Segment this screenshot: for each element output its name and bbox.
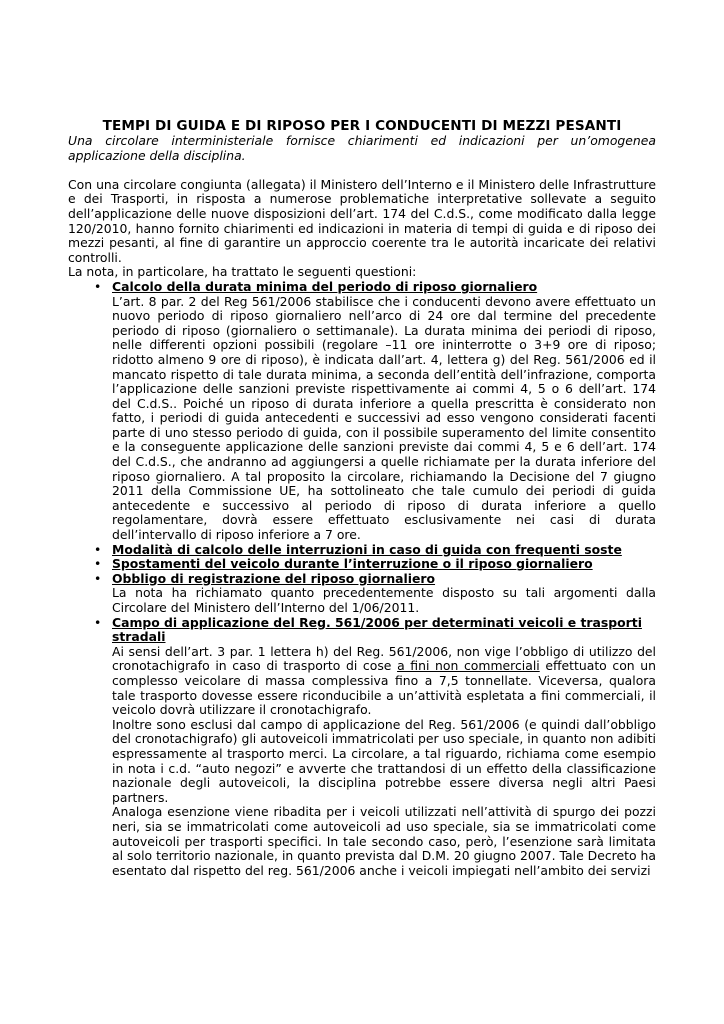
item-body-text: effettuato con un complesso veicolare di massa complessiva fino a 7,5 tonnellate. Viceversa, qualora tale trasporto dovesse essere riconducibile a un’attività espletata a fini commerciali, il veicolo dovrà utilizzare il cronotachigrafo.: [112, 658, 657, 718]
item-body: Inoltre sono esclusi dal campo di applicazione del Reg. 561/2006 (e quindi dall’obbligo del cronotachigrafo) gli autoveicoli immatricolati per uso speciale, in quanto non adibiti espressamente al trasporto merci. La circolare, a tal riguardo, richiama come esempio in nota i c.d. “auto negozi” e avverte che trattandosi di un effetto della classificazione nazionale degli autoveicoli, la disciplina potrebbe essere diversa negli altri Paesi partners.: [112, 716, 656, 805]
item-body: L’art. 8 par. 2 del Reg 561/2006 stabilisce che i conducenti devono avere effettuato un nuovo periodo di riposo giornaliero nell’arco di 24 ore dal termine del precedente periodo di riposo (giornaliero o settimanale). La durata minima dei periodi di riposo, nelle differenti opzioni possibili (regolare –11 ore ininterrotte o 3+9 ore di riposo; ridotto almeno 9 ore di riposo), è indicata dall’art. 4, lettera g) del Reg. 561/2006 ed il mancato rispetto di tale durata minima, a seconda dell’entità dell’infrazione, comporta l’applicazione delle sanzioni previste rispettivamente ai commi 4, 5 o 6 dell’art. 174 del C.d.S.. Poiché un riposo di durata inferiore a quella prescritta è considerato non fatto, i periodi di guida antecedenti e successivi ad esso vengono considerati facenti parte di uno stesso periodo di guida, con il possibile superamento del limite consentito e la conseguente applicazione delle sanzioni previste dai commi 4, 5 e 6 dell’art. 174 del C.d.S., che andranno ad aggiungersi a quelle richiamate per la durata inferiore del riposo giornaliero. A tal proposito la circolare, richiamando la Decisione del 7 giugno 2011 della Commissione UE, ha sottolineato che tale cumulo dei periodi di guida antecedente e successivo al periodo di riposo di durata inferiore a quello regolamentare, dovrà essere effettuato esclusivamente nei casi di durata dell’intervallo di riposo inferiore a 7 ore.: [112, 293, 656, 543]
underlined-phrase: a fini non commerciali: [397, 658, 540, 674]
intro-paragraph: Con una circolare congiunta (allegata) il Ministero dell’Interno e il Ministero delle Infrastrutture e dei Trasporti, in risposta a numerose problematiche interpretative sollevate a seguito dell’applicazione delle nuove disposizioni dell’art. 174 del C.d.S., come modificato dalla legge 120/2010, hanno fornito chiarimenti ed indicazioni in materia di tempi di guida e di riposo dei mezzi pesanti, al fine di garantire un approccio coerente tra le autorità incaricate dei relativi controlli.: [68, 176, 656, 265]
item-title: • Obbligo di registrazione del riposo giornaliero: [112, 570, 436, 586]
item-body: [112, 645, 656, 718]
item-title: • Modalità di calcolo delle interruzioni in caso di guida con frequenti soste: [112, 541, 622, 557]
list-item: [68, 572, 656, 616]
list-item: [68, 543, 656, 558]
list-intro: La nota, in particolare, ha trattato le seguenti questioni:: [68, 264, 417, 280]
item-title: • Campo di applicazione del Reg. 561/2006 per determinati veicoli e trasporti stradali: [112, 614, 642, 645]
list-item: [68, 280, 656, 543]
list-item: [68, 616, 656, 879]
list-item: [68, 557, 656, 572]
document-page: [68, 118, 656, 878]
item-title: • Spostamenti del veicolo durante l’interruzione o il riposo giornaliero: [112, 556, 593, 572]
document-subtitle: Una circolare interministeriale fornisce chiarimenti ed indicazioni per un’omogenea applicazione della disciplina.: [68, 133, 656, 163]
item-body: La nota ha richiamato quanto precedentemente disposto su tali argomenti dalla Circolare del Ministero dell’Interno del 1/06/2011.: [112, 585, 656, 615]
item-title: • Calcolo della durata minima del periodo di riposo giornaliero: [112, 278, 538, 294]
issues-list: [68, 280, 656, 878]
document-title: TEMPI DI GUIDA E DI RIPOSO PER I CONDUCENTI DI MEZZI PESANTI: [102, 118, 622, 134]
item-body-text: Ai sensi dell’art. 3 par. 1 lettera h) del Reg. 561/2006, non vige l’obbligo di utilizzo del cronotachigrafo in caso di trasporto di cose: [112, 643, 656, 674]
item-body: Analoga esenzione viene ribadita per i veicoli utilizzati nell’attività di spurgo dei pozzi neri, sia se immatricolati come autoveicoli ad uso speciale, sia se immatricolati come autoveicoli per trasporti specifici. In tale secondo caso, però, l’esenzione sarà limitata al solo territorio nazionale, in quanto prevista dal D.M. 20 giugno 2007. Tale Decreto ha esentato dal rispetto del reg. 561/2006 anche i veicoli impiegati nell’ambito dei servizi: [112, 804, 656, 878]
